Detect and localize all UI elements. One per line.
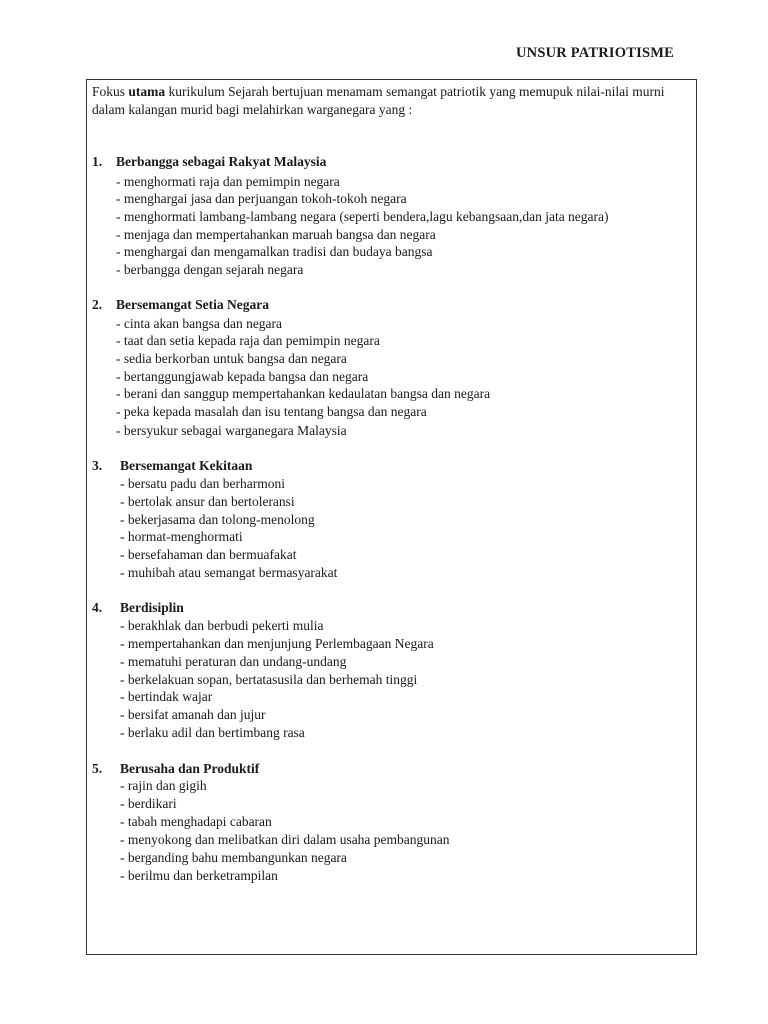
- list-item: - berdikari: [120, 796, 177, 811]
- list-item: - berilmu dan berketrampilan: [120, 868, 278, 883]
- intro-text-start: Fokus: [92, 84, 129, 99]
- section-title: Berusaha dan Produktif: [120, 761, 260, 776]
- section-title: Berbangga sebagai Rakyat Malaysia: [116, 154, 327, 169]
- list-item: - berani dan sanggup mempertahankan kedaulatan bangsa dan negara: [116, 386, 491, 401]
- list-item: - bersefahaman dan bermuafakat: [120, 547, 297, 562]
- list-item: - menghargai jasa dan perjuangan tokoh-tokoh negara: [116, 191, 407, 206]
- list-item: - hormat-menghormati: [120, 529, 243, 544]
- list-item: - berbangga dengan sejarah negara: [116, 262, 304, 277]
- list-item: - bertindak wajar: [120, 689, 213, 704]
- list-item: - bertolak ansur dan bertoleransi: [120, 494, 295, 509]
- section-title: Bersemangat Kekitaan: [120, 458, 253, 473]
- section-heading-1: [92, 153, 326, 171]
- section-number: 5.: [92, 761, 103, 776]
- list-item: - mematuhi peraturan dan undang-undang: [120, 654, 347, 669]
- list-item: - berganding bahu membangunkan negara: [120, 850, 347, 865]
- list-item: - muhibah atau semangat bermasyarakat: [120, 565, 338, 580]
- section-heading-2: [92, 296, 269, 314]
- list-item: - sedia berkorban untuk bangsa dan negara: [116, 351, 347, 366]
- section-number: 2.: [92, 297, 103, 312]
- list-item: - cinta akan bangsa dan negara: [116, 316, 283, 331]
- list-item: - menghormati lambang-lambang negara (seperti bendera,lagu kebangsaan,dan jata negara): [116, 209, 609, 224]
- list-item: - bersatu padu dan berharmoni: [120, 476, 285, 491]
- list-item: - bekerjasama dan tolong-menolong: [120, 512, 315, 527]
- list-item: - berakhlak dan berbudi pekerti mulia: [120, 618, 324, 633]
- list-item: - menjaga dan mempertahankan maruah bangsa dan negara: [116, 227, 436, 242]
- intro-text-end: kurikulum Sejarah bertujuan menamam semangat patriotik yang memupuk nilai-nilai murni dalam kalangan murid bagi melahirkan warganegara yang :: [92, 84, 665, 117]
- section-title: Berdisiplin: [120, 600, 184, 615]
- list-item: - menghargai dan mengamalkan tradisi dan budaya bangsa: [116, 244, 433, 259]
- intro-paragraph: [92, 83, 692, 119]
- list-item: - berkelakuan sopan, bertatasusila dan berhemah tinggi: [120, 672, 418, 687]
- list-item: - rajin dan gigih: [120, 778, 207, 793]
- section-heading-4: [92, 599, 184, 617]
- section-number: 1.: [92, 154, 103, 169]
- list-item: - bertanggungjawab kepada bangsa dan negara: [116, 369, 369, 384]
- list-item: - taat dan setia kepada raja dan pemimpin negara: [116, 333, 380, 348]
- intro-text-bold: utama: [128, 84, 166, 99]
- section-number: 3.: [92, 458, 103, 473]
- list-item: - mempertahankan dan menjunjung Perlembagaan Negara: [120, 636, 434, 651]
- list-item: - menyokong dan melibatkan diri dalam usaha pembangunan: [120, 832, 450, 847]
- list-item: - berlaku adil dan bertimbang rasa: [120, 725, 305, 740]
- list-item: - tabah menghadapi cabaran: [120, 814, 272, 829]
- section-title: Bersemangat Setia Negara: [116, 297, 269, 312]
- list-item: - menghormati raja dan pemimpin negara: [116, 174, 340, 189]
- list-item: - peka kepada masalah dan isu tentang bangsa dan negara: [116, 404, 427, 419]
- section-number: 4.: [92, 600, 103, 615]
- document-title: UNSUR PATRIOTISME: [516, 45, 674, 61]
- section-heading-5: [92, 760, 259, 778]
- section-heading-3: [92, 457, 252, 475]
- list-item: - bersifat amanah dan jujur: [120, 707, 266, 722]
- list-item: - bersyukur sebagai warganegara Malaysia: [116, 423, 347, 438]
